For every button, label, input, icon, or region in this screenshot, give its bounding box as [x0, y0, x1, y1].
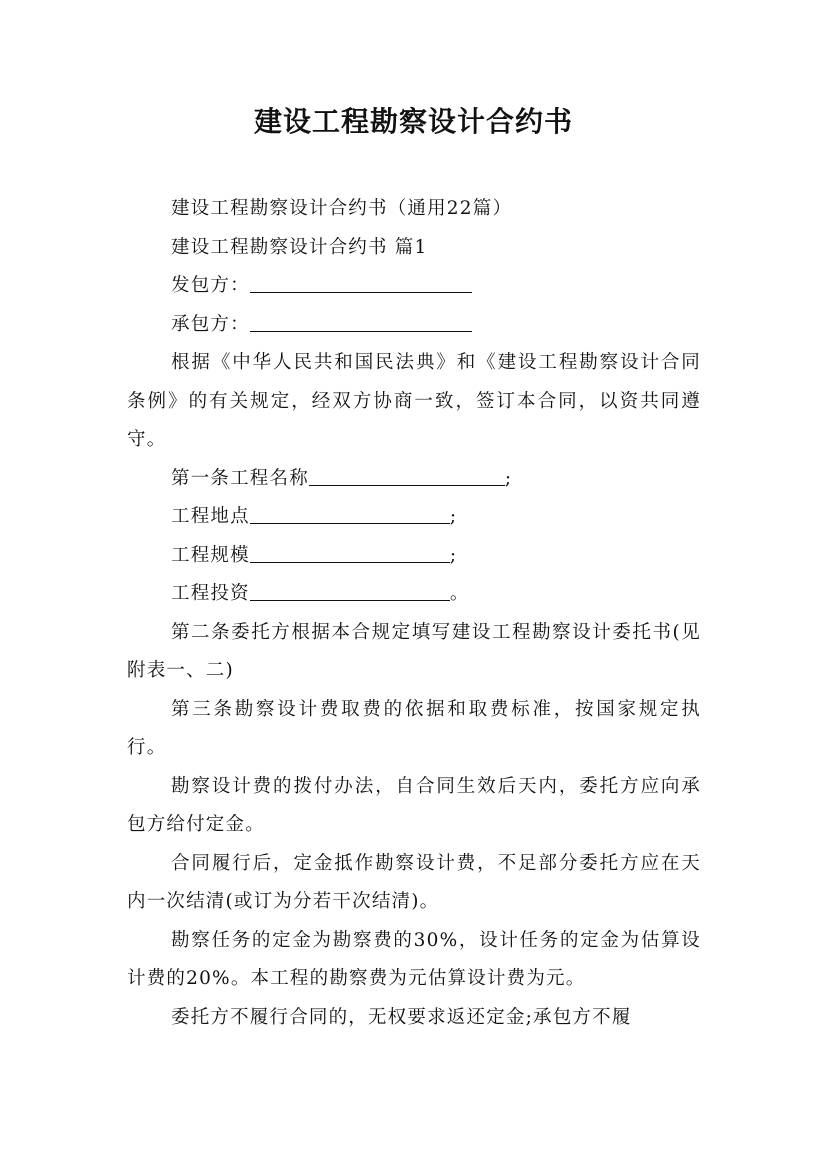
deposit-ratio-paragraph: 勘察任务的定金为勘察费的30%，设计任务的定金为估算设计费的20%。本工程的勘察费为元估算设计费为元。	[127, 929, 701, 989]
project-location-blank	[250, 499, 450, 524]
project-scale-line	[127, 537, 701, 576]
project-scale-label: 工程规模	[171, 544, 250, 566]
section-heading: 建设工程勘察设计合约书 篇1	[171, 236, 428, 258]
project-investment-blank	[250, 576, 450, 601]
article-2-paragraph: 第二条委托方根据本合规定填写建设工程勘察设计委托书(见附表一、二)	[127, 621, 701, 681]
project-location-end: ;	[449, 506, 458, 527]
project-name-line	[127, 460, 701, 499]
project-name-label: 第一条工程名称	[171, 467, 309, 489]
project-location-line	[127, 498, 701, 537]
breach-clause-paragraph: 委托方不履行合同的，无权要求返还定金;承包方不履	[171, 1006, 632, 1028]
party-b-line	[127, 306, 701, 345]
party-b-label: 承包方：	[171, 313, 250, 335]
after-performance-paragraph: 合同履行后，定金抵作勘察设计费，不足部分委托方应在天内一次结清(或订为分若干次结清)。	[127, 852, 701, 912]
project-location-label: 工程地点	[171, 506, 250, 527]
project-scale-end: ;	[449, 544, 458, 566]
project-scale-blank	[250, 538, 450, 563]
intro-paragraph: 根据《中华人民共和国民法典》和《建设工程勘察设计合同条例》的有关规定，经双方协商一致，签订本合同，以资共同遵守。	[127, 352, 701, 450]
payment-method-paragraph: 勘察设计费的拨付办法，自合同生效后天内，委托方应向承包方给付定金。	[127, 775, 701, 835]
project-investment-label: 工程投资	[171, 583, 250, 604]
party-a-label: 发包方：	[171, 275, 250, 296]
project-name-blank	[309, 461, 505, 486]
document-body	[127, 190, 701, 1037]
party-b-blank	[250, 307, 472, 332]
project-investment-line	[127, 575, 701, 614]
party-a-blank	[250, 268, 472, 293]
party-a-line	[127, 267, 701, 306]
document-title: 建设工程勘察设计合约书	[253, 105, 573, 138]
article-3-paragraph: 第三条勘察设计费取费的依据和取费标准，按国家规定执行。	[127, 698, 701, 758]
project-investment-end: 。	[449, 583, 470, 604]
project-name-end: ;	[504, 467, 513, 489]
subtitle-line: 建设工程勘察设计合约书（通用22篇）	[171, 198, 513, 219]
